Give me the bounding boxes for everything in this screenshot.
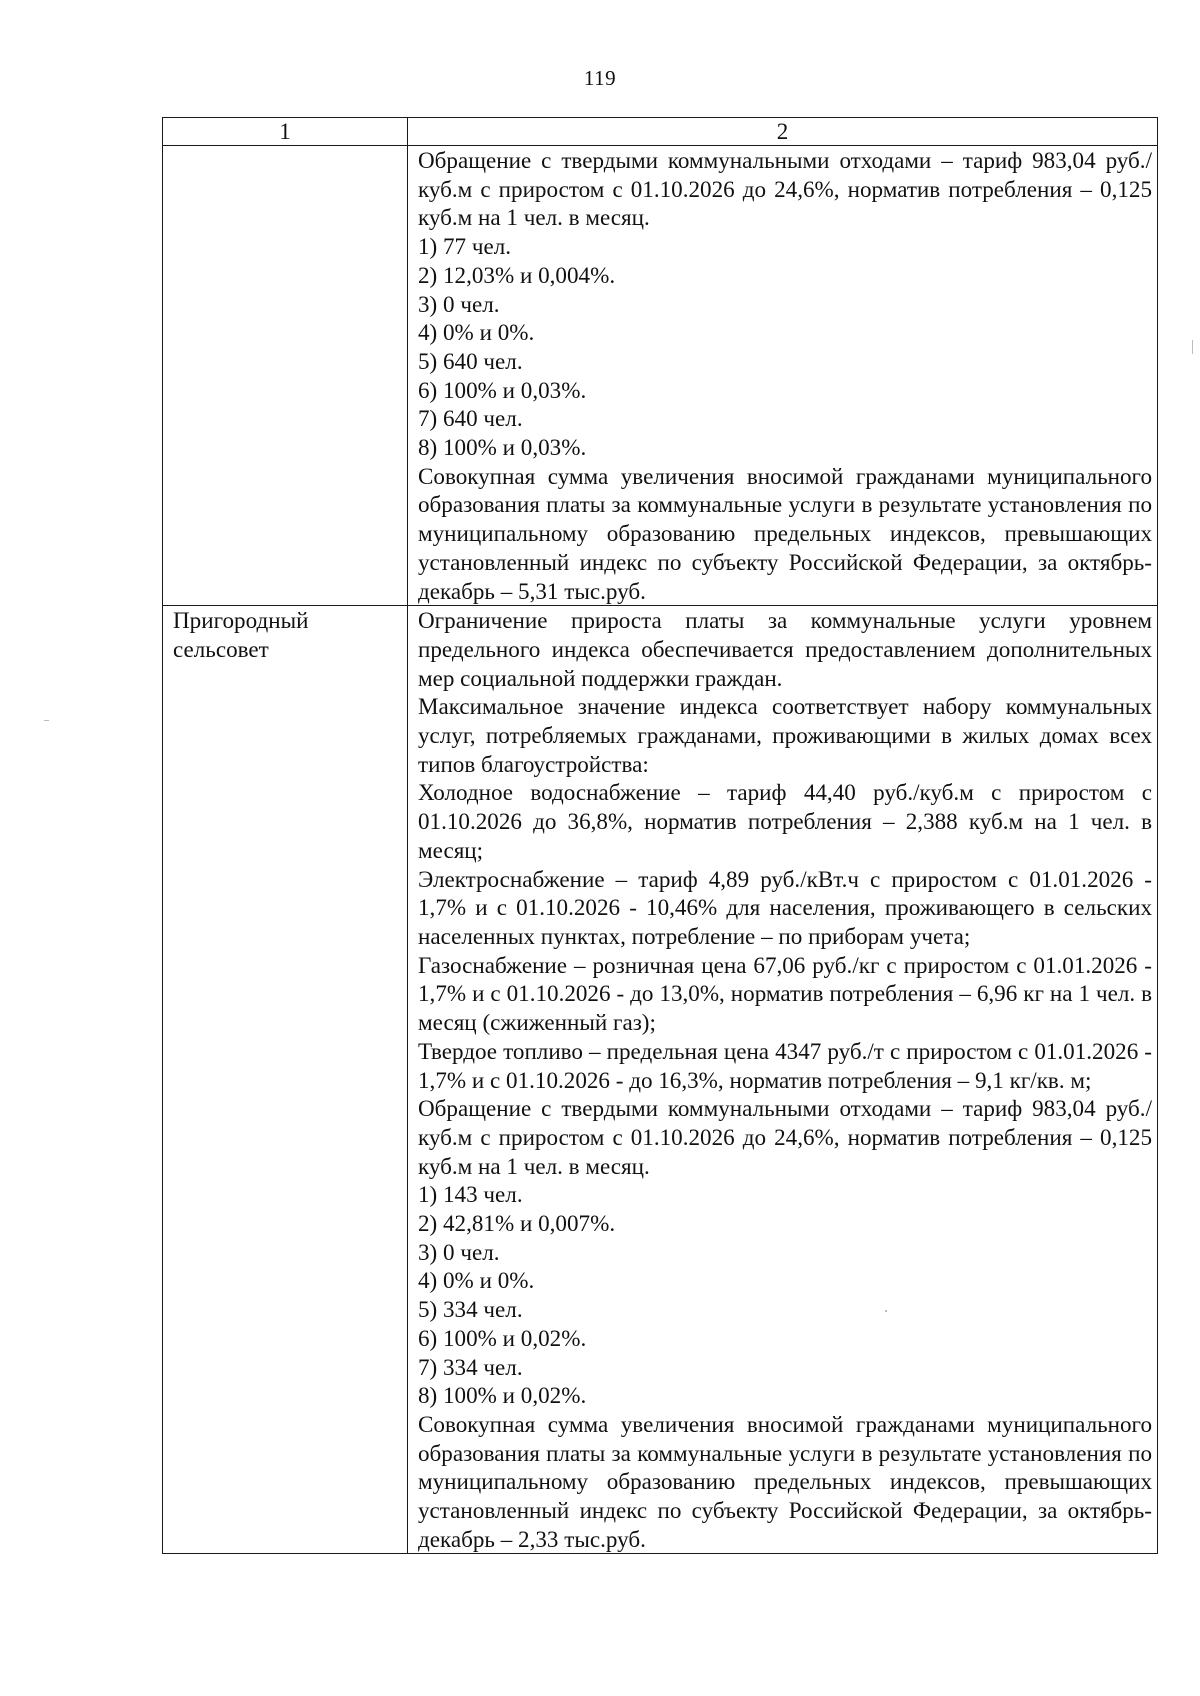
list-item: 8) 100% и 0,03%.: [418, 434, 587, 461]
list-item: 7) 334 чел.: [418, 1353, 523, 1380]
list-item: 3) 0 чел.: [418, 290, 500, 317]
list-item: 3) 0 чел.: [418, 1238, 500, 1265]
paragraph: Обращение с твердыми коммунальными отходами – тариф 983,04 руб./куб.м с приростом с 01.10.2026 до 24,6%, норматив потребления – 0,125 куб.м на 1 чел. в месяц.: [418, 1095, 1152, 1179]
paragraph: Максимальное значение индекса соответствует набору коммунальных услуг, потребляемых гражданами, проживающими в жилых домах всех типов благоустройства:: [418, 693, 1152, 777]
document-table: [162, 117, 1158, 1554]
paragraph: Ограничение прироста платы за коммунальные услуги уровнем предельного индекса обеспечивается предоставлением дополнительных мер социальной поддержки граждан.: [418, 607, 1152, 691]
list-item: 6) 100% и 0,02%.: [418, 1324, 587, 1351]
paragraph: Электроснабжение – тариф 4,89 руб./кВт.ч с приростом с 01.01.2026 - 1,7% и с 01.10.2026 - 10,46% для населения, проживающего в сельских населенных пунктах, потребление – по приборам учета;: [418, 865, 1152, 949]
description-cell: [408, 606, 1158, 1554]
table-row: [163, 146, 1158, 606]
list-item: 4) 0% и 0%.: [418, 1267, 535, 1294]
list-item: 5) 640 чел.: [418, 347, 523, 374]
table-header-row: [163, 118, 1158, 146]
list-item: 1) 143 чел.: [418, 1181, 523, 1208]
list-item: 1) 77 чел.: [418, 233, 512, 260]
paragraph: Газоснабжение – розничная цена 67,06 руб./кг с приростом с 01.01.2026 - 1,7% и с 01.10.2026 - до 13,0%, норматив потребления – 6,96 кг на 1 чел. в месяц (сжиженный газ);: [418, 951, 1152, 1036]
list-item: 5) 334 чел.: [418, 1296, 523, 1323]
scan-edge-mark: [1192, 340, 1193, 354]
scan-speck: [885, 1310, 887, 1312]
column-header-2: 2: [408, 118, 1158, 146]
description-cell: [408, 146, 1158, 606]
municipality-cell: [163, 146, 408, 606]
list-item: 2) 12,03% и 0,004%.: [418, 261, 616, 288]
list-item: 4) 0% и 0%.: [418, 319, 535, 346]
summary-paragraph: Совокупная сумма увеличения вносимой гражданами муниципального образования платы за коммунальные услуги в результате установления по муниципальному образованию предельных индексов, превышающих установленный индекс по субъекту Российской Федерации, за октябрь-декабрь – 5,31 тыс.руб.: [418, 462, 1152, 604]
table-row: [163, 606, 1158, 1554]
column-header-1: 1: [163, 118, 408, 146]
page-number: 119: [583, 66, 617, 90]
paragraph: Холодное водоснабжение – тариф 44,40 руб./куб.м с приростом с 01.10.2026 до 36,8%, норматив потребления – 2,388 куб.м на 1 чел. в месяц;: [418, 779, 1152, 863]
scan-speck: [44, 720, 49, 721]
list-item: 6) 100% и 0,03%.: [418, 376, 587, 403]
paragraph: Твердое топливо – предельная цена 4347 руб./т с приростом с 01.01.2026 - 1,7% и с 01.10.2026 - до 16,3%, норматив потребления – 9,1 кг/кв. м;: [418, 1037, 1152, 1093]
summary-paragraph: Совокупная сумма увеличения вносимой гражданами муниципального образования платы за коммунальные услуги в результате установления по муниципальному образованию предельных индексов, превышающих установленный индекс по субъекту Российской Федерации, за октябрь-декабрь – 2,33 тыс.руб.: [418, 1410, 1152, 1552]
list-item: 7) 640 чел.: [418, 405, 523, 432]
list-item: 8) 100% и 0,02%.: [418, 1382, 587, 1409]
paragraph: Обращение с твердыми коммунальными отходами – тариф 983,04 руб./куб.м с приростом с 01.10.2026 до 24,6%, норматив потребления – 0,125 куб.м на 1 чел. в месяц.: [418, 147, 1152, 231]
list-item: 2) 42,81% и 0,007%.: [418, 1210, 616, 1237]
municipality-cell: Пригородный сельсовет: [163, 606, 408, 1554]
